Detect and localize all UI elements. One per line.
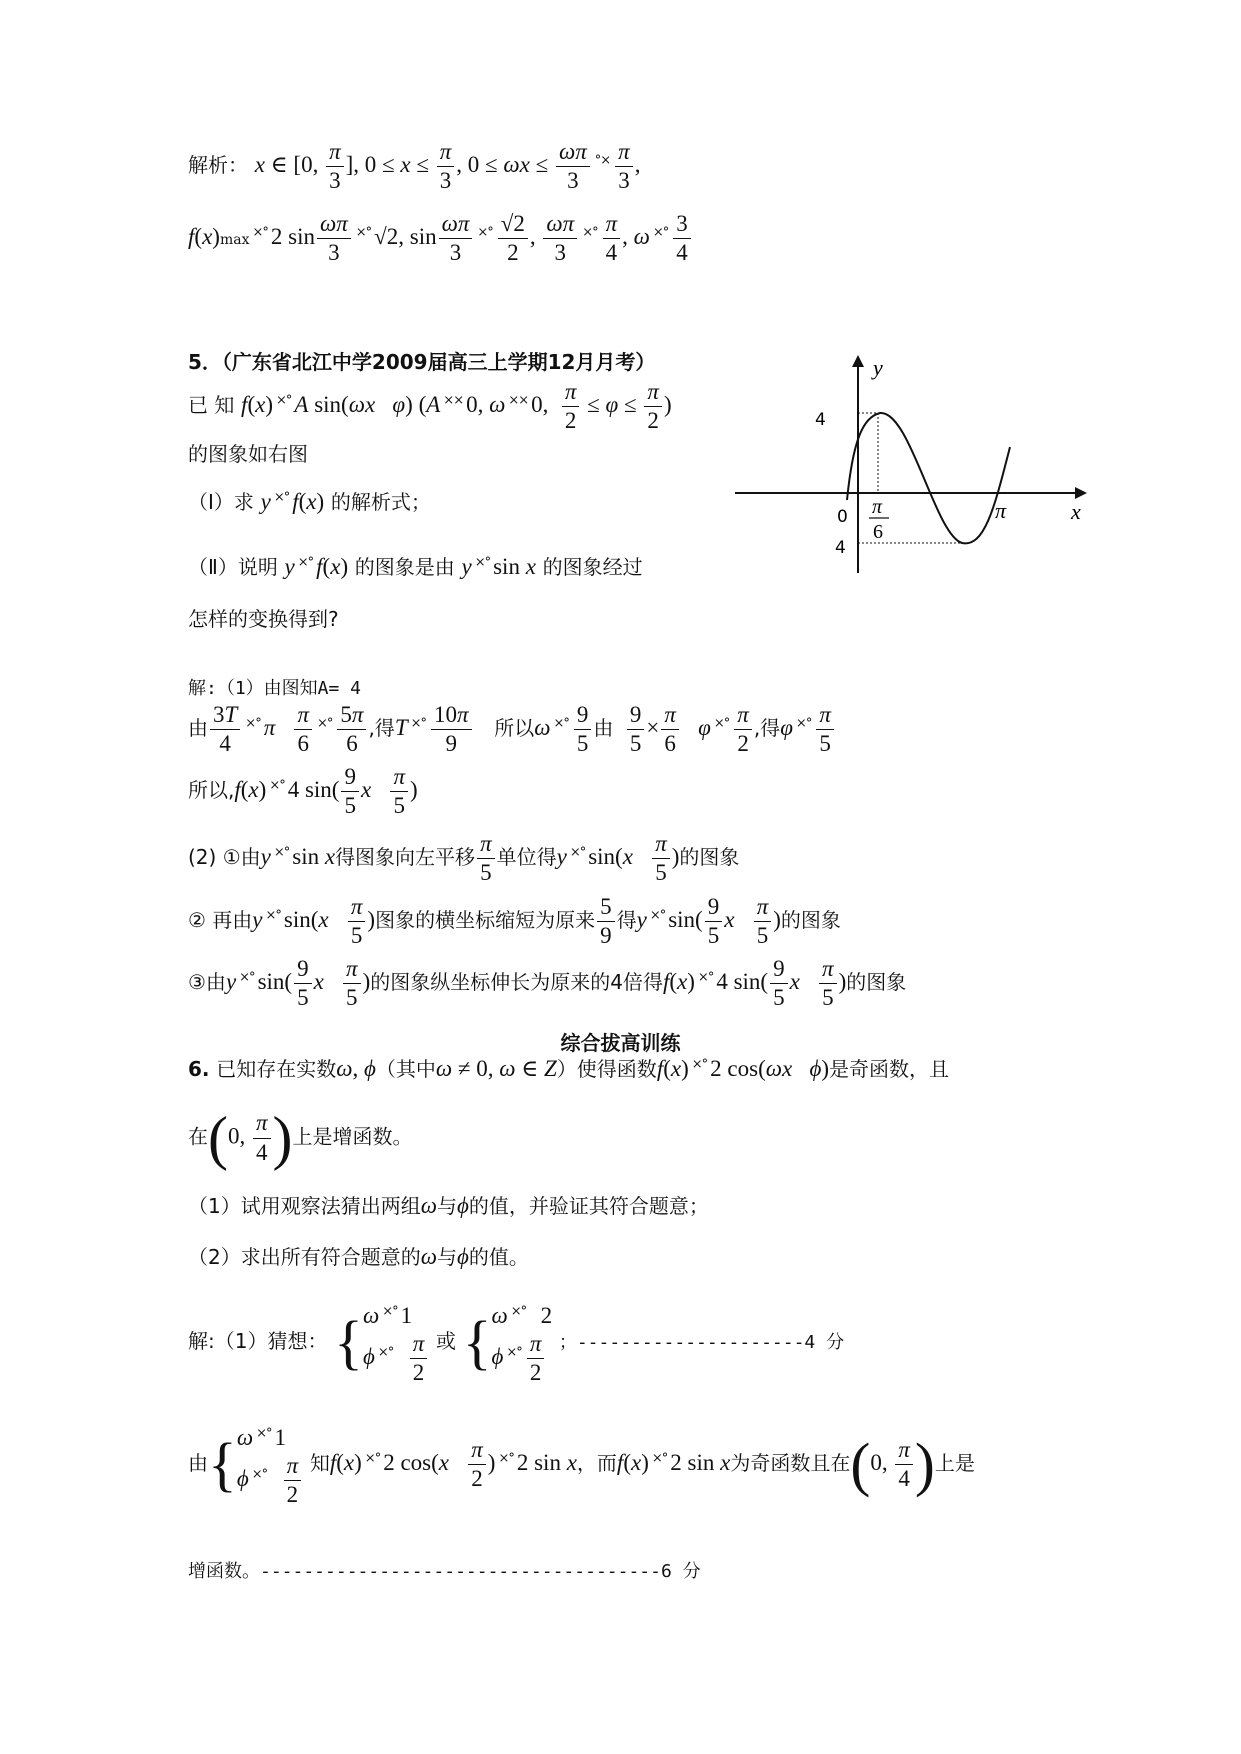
section-title: 综合拔高训练 [560,1031,681,1055]
y-axis-label: y [873,355,883,380]
q5-solution-a: 解:（1）由图知A= 4 [188,678,362,699]
q6-stem: 6. 已知存在实数ω, ϕ（其中ω ≠ 0, ω ∈ Z）使得函数f(x) ×° 2 cos(ωx ϕ)是奇函数，且 [188,1056,950,1081]
q5-part-1: （Ⅰ）求 y ×° f(x) 的解析式； [188,489,431,514]
y-tick-top: 4 [815,410,826,430]
analysis-line-1: 解析： x ∈ [0, $\frac{\pi}{3}$ ], 0 ≤ x ≤ $\frac{\pi}{3}$ , 0 ≤ ωx ≤ $\frac{\omega\pi}{3}$ °× $\frac{\pi}{3}$ , [188,139,641,194]
q5-given-line: 已 知 f(x) ×° A sin(ωx φ) (A ×× 0, ω ×× 0, $\frac{\pi}{2}$ ≤ φ ≤ $\frac{\pi}{2}$ ) [188,379,672,434]
sine-curve [847,413,1010,543]
q5-step-3: ③由y ×° sin( $\frac{9}{5}$ x $\frac{\pi}{5}$ )的图象纵坐标伸长为原来的4倍得f(x) ×° 4 sin( $\frac{9}{5}$ x $\frac{\pi}{5}$ )的图象 [188,956,907,1011]
y-axis-arrow [852,355,864,367]
origin-label: 0 [837,507,848,527]
q5-part-2: （Ⅱ）说明 y ×° f(x) 的图象是由 y ×° sin x 的图象经过 [188,554,643,579]
q5-solution-period: 由 $\frac{3T}{4}$ ×° π $\frac{\pi}{6}$ ×° $\frac{5\pi}{6}$ ,得T ×° $\frac{10\pi}{9}$ 所以ω ×° $\frac{9}{5}$ 由 $\frac{9}{5}$ × $\frac{\pi}{6}$ φ ×° $\frac{\pi}{2}$ ,得φ ×° $\frac{\pi}{5}$ [188,703,836,756]
x-tick-pi6-num: π [872,496,883,518]
q6-part-1: （1）试用观察法猜出两组ω与ϕ的值，并验证其符合题意； [188,1193,709,1218]
q5-part-2-line-2: 怎样的变换得到? [188,607,339,631]
sine-graph [735,355,1095,585]
x-axis-arrow [1075,487,1087,499]
x-axis-label: x [1071,499,1081,524]
x-tick-pi6-den: 6 [873,521,883,543]
q5-step-2: ② 再由y ×° sin(x $\frac{\pi}{5}$ )图象的横坐标缩短为原来 $\frac{5}{9}$ 得y ×° sin( $\frac{9}{5}$ x $\frac{\pi}{5}$ )的图象 [188,894,841,949]
x-tick-pi: π [995,498,1007,523]
q5-step-1: (2) ①由y ×° sin x得图象向左平移 $\frac{\pi}{5}$ 单位得y ×° sin(x $\frac{\pi}{5}$ )的图象 [188,831,740,886]
analysis-line-2: f(x)max ×° 2 sin $\frac{\omega\pi}{3}$ ×° √2, sin $\frac{\omega\pi}{3}$ ×° $\frac{√2}{2}$ , $\frac{\omega\pi}{3}$ ×° $\frac{\pi}{4}$ , ω ×° $\frac{3}{4}$ [188,212,693,265]
q6-stem-line-2: 在(0, $\frac{\pi}{4}$ )上是增函数。 [188,1105,413,1171]
analysis-label: 解析： [188,153,248,178]
q5-solution-formula: 所以,f(x) ×° 4 sin( $\frac{9}{5}$ x $\frac{\pi}{5}$ ) [188,764,418,819]
q5-heading: 5．（广东省北江中学2009届高三上学期12月月考） [188,350,656,374]
q5-line-2: 的图象如右图 [188,442,308,466]
y-tick-bottom: 4 [835,538,846,558]
q6-part-2: （2）求出所有符合题意的ω与ϕ的值。 [188,1244,529,1269]
q6-last-line: 增函数。-------------------------------------6 分 [188,1561,701,1582]
q6-solution-guess: 解:（1）猜想： { ω ×° 1 ϕ ×° $\frac{\pi}{2}$ 或 { ω ×° 2 ϕ ×° $\frac{\pi}{2}$ ；---------------------4 分 [188,1303,845,1386]
q6-solution-verify: 由{ ω ×° 1 ϕ ×° $\frac{\pi}{2}$ 知f(x) ×° 2 cos(x $\frac{\pi}{2}$ ) ×° 2 sin x，而f(x) ×° 2 sin x为奇函数且在(0, $\frac{\pi}{4}$ )上是 [188,1425,975,1508]
